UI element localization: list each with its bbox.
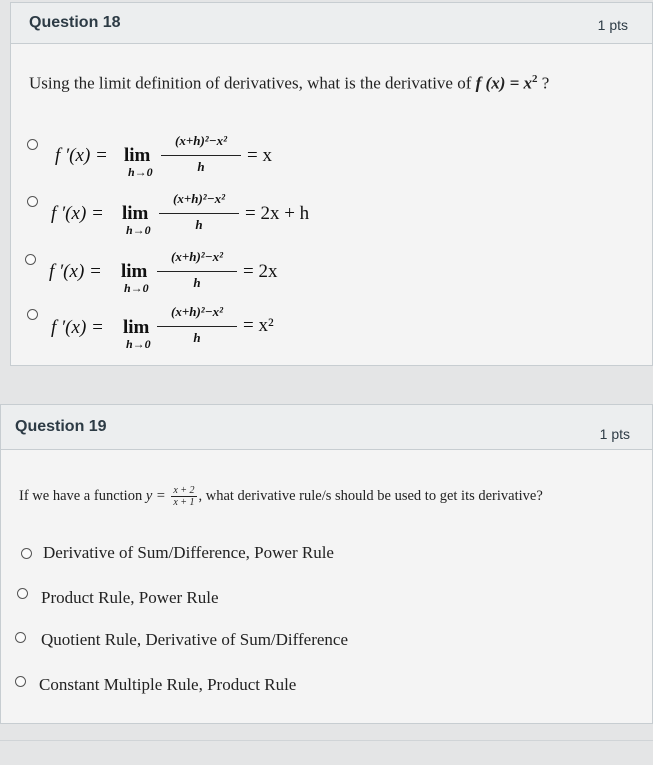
prompt-text: If we have a function <box>19 487 146 504</box>
question-19-card <box>0 404 653 724</box>
limit-operator: lim <box>124 145 151 166</box>
fraction-denominator: h <box>197 159 205 174</box>
limit-operator: lim <box>122 203 149 224</box>
answer-option[interactable] <box>11 123 652 183</box>
radio-button[interactable] <box>21 548 32 559</box>
question-title: Question 18 <box>29 14 121 31</box>
fraction-numerator: (x+h)²−x² <box>175 133 227 148</box>
prompt-suffix: , what derivative rule/s should be used to get its derivative? <box>198 487 543 504</box>
fraction-numerator: (x+h)²−x² <box>171 249 223 264</box>
question-points: 1 pts <box>599 426 630 442</box>
answer-option[interactable] <box>1 669 652 703</box>
prompt-math: f (x) = x <box>475 73 533 93</box>
question-title: Question 19 <box>15 418 107 435</box>
fraction-bar <box>157 271 237 272</box>
prompt-fraction <box>171 485 196 508</box>
answer-option[interactable] <box>1 537 652 571</box>
fraction-denominator: h <box>195 217 203 232</box>
prompt-exponent: 2 <box>532 73 538 85</box>
question-19-header <box>1 405 652 450</box>
limit-operator: lim <box>121 261 148 282</box>
answer-option[interactable] <box>11 241 652 297</box>
question-18-header <box>11 3 652 44</box>
fraction-denominator: h <box>193 330 201 345</box>
limit-subscript: h→0 <box>126 223 151 237</box>
radio-button[interactable] <box>17 588 28 599</box>
fraction-denominator: h <box>193 275 201 290</box>
answer-label: Constant Multiple Rule, Product Rule <box>39 675 297 694</box>
limit-subscript: h→0 <box>126 337 151 351</box>
fraction-bar <box>157 326 237 327</box>
derivative-lhs: f ′(x) = <box>51 317 104 338</box>
radio-button[interactable] <box>15 632 26 643</box>
limit-subscript: h→0 <box>124 281 149 295</box>
answer-option[interactable] <box>11 183 652 243</box>
limit-subscript: h→0 <box>128 165 153 179</box>
question-points: 1 pts <box>597 17 628 33</box>
prompt-var: y = <box>145 487 166 504</box>
answer-option[interactable] <box>1 625 652 659</box>
derivative-lhs: f ′(x) = <box>49 261 102 282</box>
answer-label: Quotient Rule, Derivative of Sum/Difference <box>41 630 349 649</box>
answer-label: Derivative of Sum/Difference, Power Rule <box>43 543 334 562</box>
answer-rhs: = x <box>247 145 272 166</box>
answer-label: Product Rule, Power Rule <box>41 588 219 607</box>
answer-rhs: = 2x + h <box>245 203 310 224</box>
answer-rhs: = x² <box>243 315 274 336</box>
fraction-bar <box>159 213 239 214</box>
radio-button[interactable] <box>27 309 38 320</box>
radio-button[interactable] <box>27 196 38 207</box>
answer-rhs: = 2x <box>243 261 278 282</box>
question-18-prompt <box>29 73 549 94</box>
limit-operator: lim <box>123 317 150 338</box>
question-19-prompt <box>19 485 543 508</box>
answer-option[interactable] <box>11 297 652 357</box>
radio-button[interactable] <box>25 254 36 265</box>
derivative-lhs: f ′(x) = <box>51 203 104 224</box>
question-18-card <box>10 2 653 366</box>
divider <box>0 740 653 741</box>
prompt-text: Using the limit definition of derivatives, what is the derivative of <box>29 73 476 93</box>
derivative-lhs: f ′(x) = <box>55 145 108 166</box>
fraction-numerator: (x+h)²−x² <box>173 191 225 206</box>
answer-option[interactable] <box>1 581 652 615</box>
fraction-numerator: (x+h)²−x² <box>171 304 223 319</box>
radio-button[interactable] <box>15 676 26 687</box>
fraction-denominator: x + 1 <box>173 497 195 508</box>
fraction-numerator: x + 2 <box>173 485 195 496</box>
fraction-bar <box>161 155 241 156</box>
prompt-suffix: ? <box>537 73 550 93</box>
radio-button[interactable] <box>27 139 38 150</box>
